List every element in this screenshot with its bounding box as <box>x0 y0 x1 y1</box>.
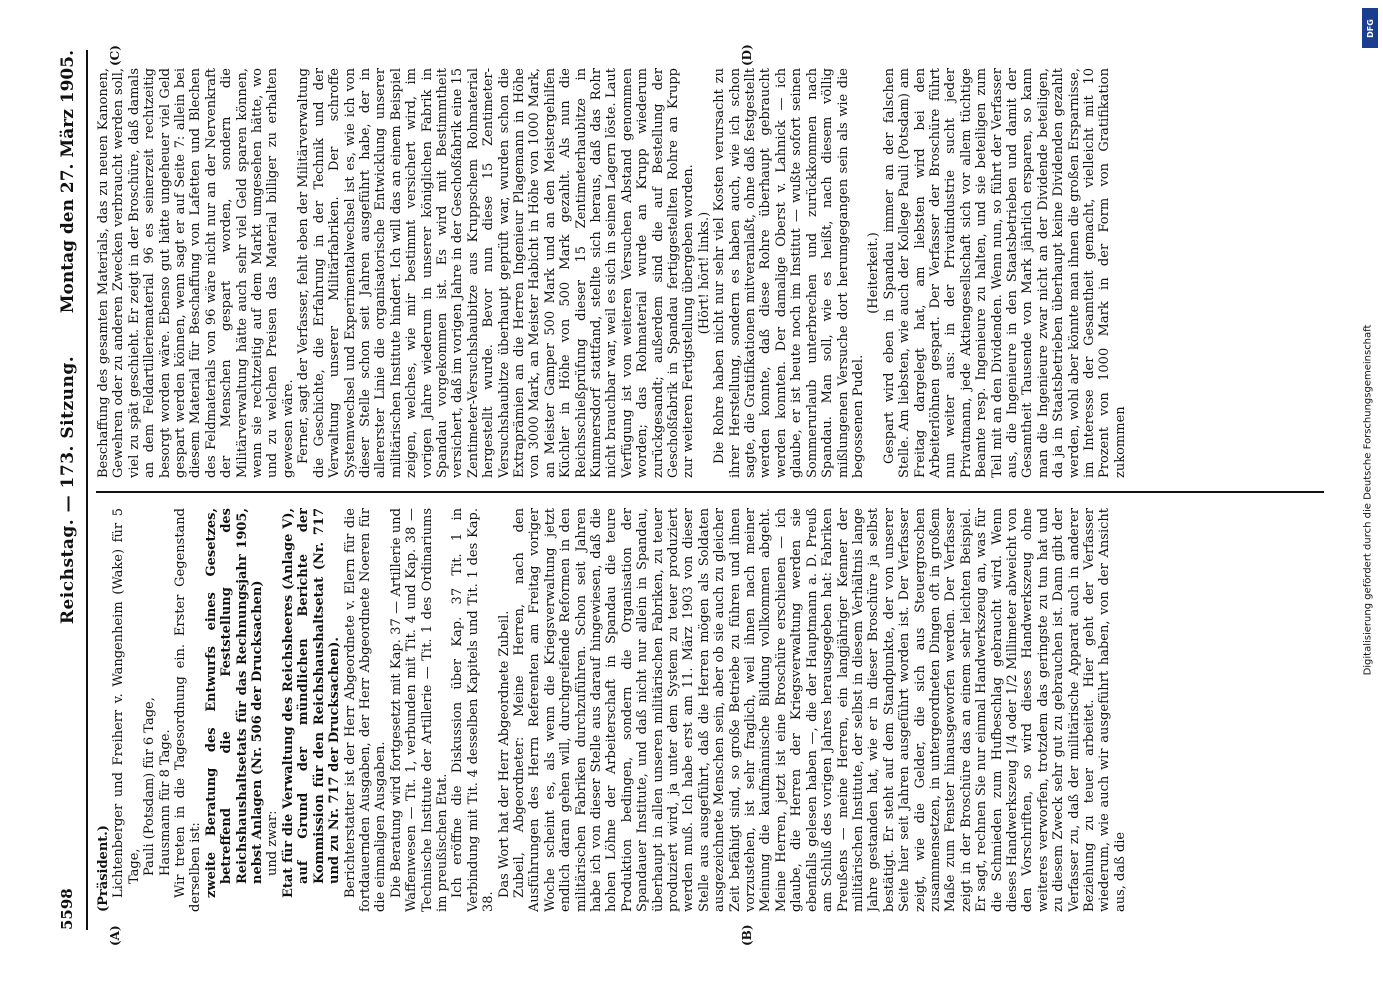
speaker-label: (Präsident.) <box>96 825 111 912</box>
leave-entry: Lichtenberger und Freiherr v. Wangenheim (Wake) für 5 Tage, <box>111 508 142 898</box>
page-title: Reichstag. — 173. Sitzung. <box>58 355 78 625</box>
margin-mark-b: (B) <box>740 924 754 946</box>
paragraph: Beschaffung des gesamten Materials, das zu neuen Kanonen, Gewehren oder zu anderen Zwecken verbraucht werden soll, viel zu spät geschieht. Er zeigt in der Broschüre, daß damals an dem Feldartilleriematerial 96 es seinerzeit rechtzeitig besorgt worden wäre. Ebenso gut hätte ungeheuer viel Geld gespart werden können, wenn sagt er auf Seite 7: allein bei diesem Material für Beschaffung von Lafetten und Blechen des Feldmaterials von 96 wäre nicht nur an der Nervenkraft der Menschen gespart worden, sondern die Militärverwaltung hätte auch sehr viel Geld sparen können, wenn sie rechtzeitig auf dem Markt umgesehen hätte, wo und zu welchen Preisen das Material billiger zu erhalten gewesen wäre. <box>96 68 296 478</box>
leave-entry: Pauli (Potsdam) für 6 Tage, <box>142 697 158 876</box>
interjection: (Heiterkeit.) <box>866 232 882 314</box>
paragraph: Die Beratung wird fortgesetzt mit Kap. 37 — Artillerie und Waffenwesen — Tit. 1, verbunden mit Tit. 4 und Kap. 38 — Technische Institute der Artillerie — Tit. 1 des Ordinariums im preußischen Etat. <box>388 508 450 912</box>
paragraph: Wir treten in die Tagesordnung ein. Erster Gegenstand derselben ist: <box>173 508 204 912</box>
paragraph: Gespart wird eben in Spandau immer an der falschen Stelle. Am liebsten, wie auch der Kollege Pauli (Potsdam) am Freitag dargelegt hat, am liebsten wird bei den Arbeiterlöhnen gespart. Der Verfasser der Broschüre führt nun weiter aus: in der Privatindustrie sucht jeder Privatmann, jede Aktiengesellschaft sich vor allem tüchtige Beamte resp. Ingenieure zu halten, und sie beteiligen zum Teil mit an den Dividenden. Wenn nun, so führt der Verfasser aus, die Ingenieure in den Staatsbetrieben und damit der Gesamtheit Tausende von Mark jährlich ersparen, so kann man die Ingenieure zwar nicht an der Dividende beteiligen, da ja in Staatsbetrieben überhaupt keine Dividenden gezahlt werden, wohl aber könnte man ihnen die großen Ersparnisse, im Interesse der Gesamtheit gemacht, vielleicht mit 10 Prozent von 1000 Mark in der Form von Gratifikation zukommen <box>881 68 1128 478</box>
margin-mark-c: (C) <box>108 45 122 66</box>
paragraph: Die Rohre haben nicht nur sehr viel Kosten verursacht zu ihrer Herstellung, sondern es haben auch, wie ich schon sagte, die Gratifikationen mitveranlaßt, ohne daß festgestellt werden konnte, daß diese Rohre überhaupt gebraucht werden konnten. Der damalige Oberst v. Lahnick — ich glaube, er ist heute noch im Institut — wußte sofort seinen Sommerurlaub unterbrechen und zurückkommen nach Spandau. Man soll, wie es heißt, nach diesem völlig mißlungenen Versuche dort herumgegangen sein als wie die begossenen Pudel. <box>712 68 866 478</box>
interjection: (Hört! hört! links.) <box>696 211 712 335</box>
agenda-subitem: Etat für die Verwaltung des Reichsheeres (Anlage V), auf Grund der mündlichen Berichte der Kommission für den Reichshaushaltsetat (Nr. 717 und zu Nr. 717 der Drucksachen). <box>280 508 343 898</box>
paragraph: Das Wort hat der Herr Abgeordnete Zubeil. <box>496 610 512 898</box>
speech-paragraph: Zubeil, Abgeordneter: Meine Herren, nach den Ausführungen des Herrn Referenten am Freitag voriger Woche scheint es, als wenn die Kriegsverwaltung jetzt endlich daran gehen will, durchgreifende Reformen in den militärischen Fabriken durchzuführen. Schon seit Jahren habe ich von dieser Stelle aus darauf hingewiesen, daß die hohen Löhne der Arbeiterschaft in Spandau die teure Produktion bedingen, sondern die Organisation der Spandauer Institute, und daß nicht nur allein in Spandau, überhaupt in allen unseren militärischen Fabriken, zu teuer produziert wird, ja unter dem System zu teuer produziert werden muß. Ich habe erst am 11. März 1903 von dieser Stelle aus ausgeführt, daß die Herren mögen als Soldaten ausgezeichnete Menschen sein, aber ob sie auch zu gleicher Zeit befähigt sind, so große Betriebe zu führen und ihnen vorzustehen, ist sehr fraglich, weil ihnen nach meiner Meinung die kaufmännische Bildung vollkommen abgeht. Meine Herren, jetzt ist eine Broschüre erschienen — ich glaube, die Herren der Kriegsverwaltung werden sie ebenfalls gelesen haben —, die der Hauptmann a. D. Preuß am Schluß des vorigen Jahres herausgegeben hat: Fabriken Preußens — meine Herren, ein langjähriger Kenner der militärischen Institute, der selbst in diesem Verhältnis lange Jahre gestanden hat, wie er in dieser Broschüre ja selbst bestätigt. Er steht auf dem Standpunkte, der von unserer Seite hier seit Jahren ausgeführt worden ist. Der Verfasser zeigt, wie die Gelder, die sich aus Steuergroschen zusammensetzen, in untergeordneten Dingen oft in großem Maße zum Fenster hinausgeworfen werden. Der Verfasser zeigt in der Broschüre das an einem sehr leichten Beispiel. Er sagt, rechnen Sie nur einmal Handwerkszeug an, was für die Schmieden zum Hufbeschlag gebraucht wird. Wenn dieses Handwerkszeug 1/4 oder 1/2 Millimeter abweicht von den Vorschriften, so wird dieses Handwerkszeug ohne weiteres verworfen, trotzdem das geringste zu tun hat und zu diesem Zweck sehr gut zu gebrauchen ist. Dann gibt der Verfasser zu, daß der militärische Apparat auch in anderer Beziehung zu teuer arbeitet. Hier geht der Verfasser wiederum, wie auch wir ausgeführt haben, von der Ansicht aus, daß die <box>511 508 1128 912</box>
page-header <box>58 50 84 930</box>
leave-entry: Hausmann für 8 Tage. <box>157 729 173 876</box>
margin-mark-a: (A) <box>108 925 122 946</box>
margin-mark-d: (D) <box>740 44 754 66</box>
left-column <box>96 508 1324 912</box>
session-date: Montag den 27. März 1905. <box>58 50 78 314</box>
paragraph: Berichterstatter ist der Herr Abgeordnete v. Elern für die fortdauernden Ausgaben, der Herr Abgeordnete Noeren für die einmaligen Ausgaben. <box>342 508 389 912</box>
paragraph: Ich eröffne die Diskussion über Kap. 37 Tit. 1 in Verbindung mit Tit. 4 desselben Kapitels und Tit. 1 des Kap. 38. <box>450 508 497 912</box>
header-rule <box>86 50 88 930</box>
paragraph: und zwar: <box>265 810 281 876</box>
page-number: 5598 <box>58 888 76 930</box>
dfg-logo: DFG <box>1362 8 1378 48</box>
agenda-item: zweite Beratung des Entwurfs eines Gesetzes, betreffend die Feststellung des Reichshaushaltsetats für das Rechnungsjahr 1905, nebst Anlagen (Nr. 506 der Drucksachen) <box>203 508 266 898</box>
document-page <box>50 44 1330 946</box>
paragraph: Ferner, sagt der Verfasser, fehlt eben der Militärverwaltung die Geschichte, die Erfahrung in der Technik und der Verwaltung unserer Militärfabriken. Der schroffe Systemwechsel und Experimentalwechsel ist es, wie ich von dieser Stelle schon seit Jahren ausgeführt habe, der in allererster Linie die organisatorische Entwicklung unserer militärischen Institute hindert. Ich will das an einem Beispiel zeigen, welches, wie mir bestimmt versichert wird, im vorigen Jahre wiederum in unserer königlichen Fabrik in Spandau vorgekommen ist. Es wird mit Bestimmtheit versichert, daß im vorigen Jahre in der Geschoßfabrik eine 15 Zentimeter-Versuchshaubitze aus Kruppschem Rohmaterial hergestellt wurde. Bevor nun diese 15 Zentimeter-Versuchshaubitze überhaupt geprüft war, wurden schon die Extraprämien an die Herren Ingenieur Plagemann in Höhe von 3000 Mark, an Meister Habicht in Höhe von 1000 Mark, an Meister Gamper 500 Mark und an den Meistergehilfen Küchler in Höhe von 500 Mark gezahlt. Als nun die Reichsschießprüfung dieser 15 Zentimeterhaubitze in Kummersdorf stattfand, stellte sich heraus, daß das Rohr nicht brauchbar war, weil es sich in seinen Lagern löste. Laut Verfügung ist von weiteren Versuchen Abstand genommen worden; das Rohmaterial wurde an Krupp wiederum zurückgesandt; außerdem sind die auf Bestellung der Geschoßfabrik in Spandau fertiggestellten Rohre an Krupp zur weiteren Fertigstellung übergeben worden. <box>296 68 697 478</box>
digitization-credit: Digitalisierung gefördert durch die Deutsche Forschungsgemeinschaft <box>1362 324 1374 676</box>
column-divider <box>96 491 1324 493</box>
right-column <box>96 68 1324 478</box>
